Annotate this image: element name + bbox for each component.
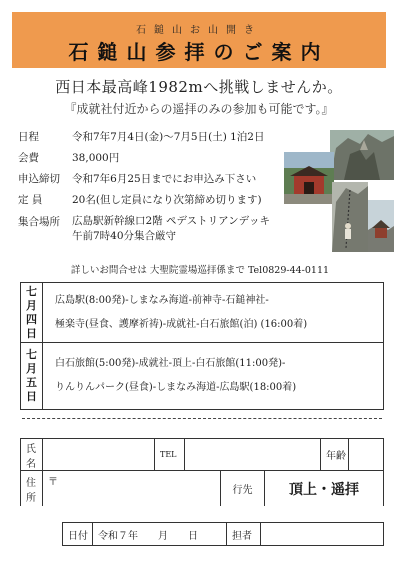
itinerary-table xyxy=(20,282,384,410)
name-label: 氏名 xyxy=(21,439,43,470)
itinerary-day-2 xyxy=(21,343,383,409)
destination-label: 行先 xyxy=(221,471,265,506)
application-form xyxy=(20,438,384,542)
destination-value: 頂上・遥拝 xyxy=(289,481,359,498)
age-field[interactable] xyxy=(349,439,383,470)
staff-field[interactable] xyxy=(261,523,383,545)
header-note: 『成就社付近からの遥拝のみの参加も可能です。』 xyxy=(64,102,334,116)
address-label: 住所 xyxy=(21,471,43,506)
route-line: 広島駅(8:00発)-しまなみ海道-前神寺-石鎚神社- xyxy=(55,295,269,306)
form-row-name xyxy=(20,438,384,470)
route-line: りんりんパーク(昼食)-しまなみ海道-広島駅(18:00着) xyxy=(55,382,297,393)
chain-climb-photo xyxy=(332,182,368,252)
postal-mark: 〒 xyxy=(48,477,58,488)
header-strip xyxy=(12,68,386,120)
page-title: 石鎚山参拝のご案内 xyxy=(68,40,330,64)
capacity-label: 定 員 xyxy=(18,194,43,206)
itinerary-day-1 xyxy=(21,283,383,343)
header-subtitle: 石鎚山お山開き xyxy=(136,25,262,36)
header-catchphrase: 西日本最高峰1982mへ挑戦しませんか。 xyxy=(55,78,343,96)
deadline-value: 令和7年6月25日までにお申込み下さい xyxy=(72,173,257,185)
info-row-fee xyxy=(18,147,280,168)
day-2-route xyxy=(43,343,383,409)
name-field[interactable] xyxy=(43,439,155,470)
staff-label: 担者 xyxy=(227,523,261,545)
day-1-route xyxy=(43,283,383,342)
meeting-value xyxy=(72,214,280,244)
deadline-label: 申込締切 xyxy=(18,173,60,185)
event-info xyxy=(18,126,280,244)
capacity-value: 20名(但し定員になり次第締め切ります) xyxy=(72,194,262,206)
age-label: 年齢 xyxy=(321,439,349,470)
route-line: 極楽寺(昼食、護摩祈祷)-成就社-白石旅館(泊) (16:00着) xyxy=(55,319,308,330)
tel-field[interactable] xyxy=(185,439,321,470)
mountain-rock-photo xyxy=(330,130,394,180)
route-line: 白石旅館(5:00発)-成就社-頂上-白石旅館(11:00発)- xyxy=(55,358,286,369)
info-row-date xyxy=(18,126,280,147)
meeting-label: 集合場所 xyxy=(18,216,60,228)
info-row-deadline xyxy=(18,168,280,189)
date-field[interactable]: 令和７年 月 日 xyxy=(93,523,227,545)
tel-label: TEL xyxy=(155,439,185,470)
date-label: 日付 xyxy=(63,523,93,545)
date-value: 令和7年7月4日(金)～7月5日(土) 1泊2日 xyxy=(72,131,265,143)
contact-info: 詳しいお問合せは 大聖院霊場巡拝係まで Tel0829-44-0111 xyxy=(70,265,330,276)
date-label: 日程 xyxy=(18,131,39,143)
meeting-place: 広島駅新幹線口2階 ペデストリアンデッキ xyxy=(72,215,270,227)
photo-collage xyxy=(284,130,394,258)
info-row-capacity xyxy=(18,189,280,210)
cut-line xyxy=(22,418,382,419)
day-2-label: 七 月 五 日 xyxy=(21,343,43,409)
day-1-label: 七 月 四 日 xyxy=(21,283,43,342)
form-row-address xyxy=(20,470,384,506)
fee-value: 38,000円 xyxy=(72,152,120,164)
form-row-date xyxy=(62,522,384,546)
summit-shrine-photo xyxy=(368,200,394,252)
meeting-time: 午前7時40分集合厳守 xyxy=(72,230,177,242)
address-field[interactable] xyxy=(43,471,221,506)
header-banner xyxy=(12,12,386,120)
shrine-photo xyxy=(284,152,334,204)
info-row-meeting xyxy=(18,210,280,244)
fee-label: 会費 xyxy=(18,152,39,164)
